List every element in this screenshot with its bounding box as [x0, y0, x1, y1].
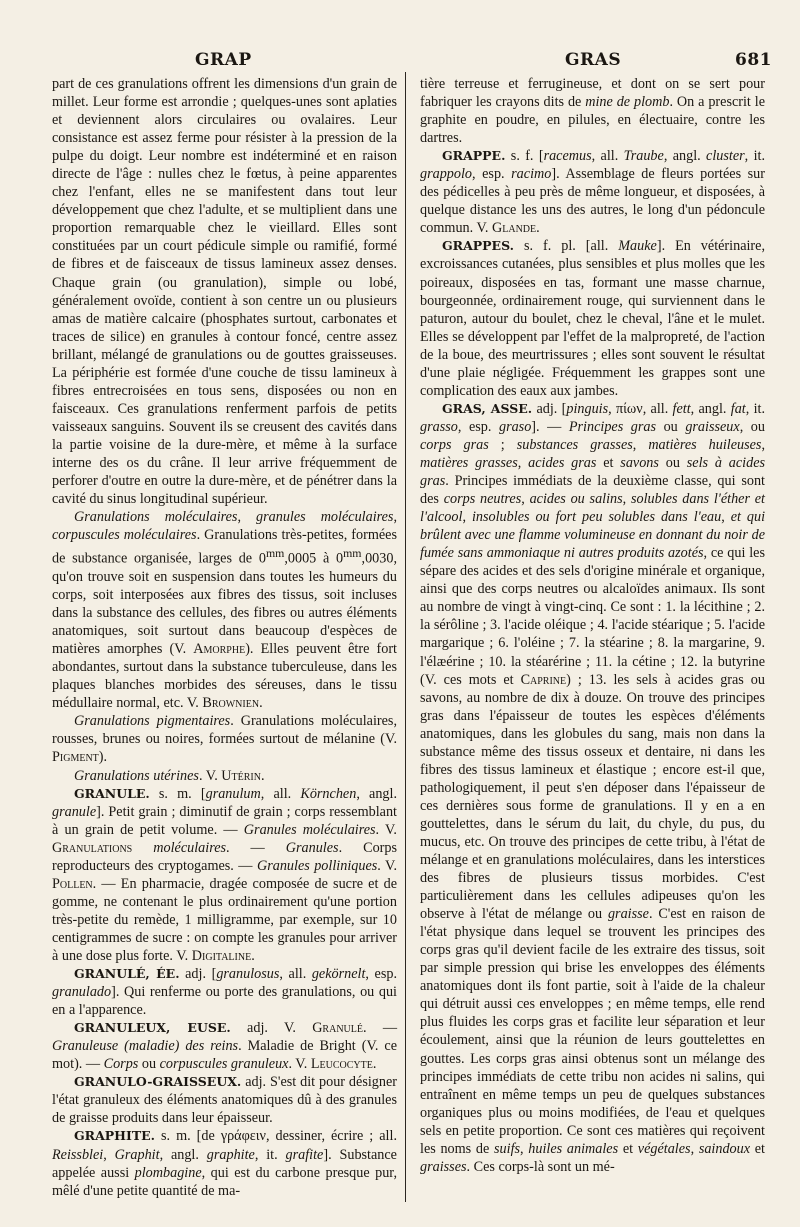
running-head-left: GRAP [195, 50, 252, 70]
entry-paragraph: part de ces granulations offrent les dimensions d'un grain de millet. Leur forme est arrondie ; quelques-unes sont aplaties et deviennent alors circulaires ou ovalaires. Leur consistance est assez ferme pour résister à la pression de la pulpe du doigt. Leur nombre est indéterminé et en raison directe de l'âge : nulles chez le fœtus, à peine apparentes chez l'enfant, elles ne se manifestent dans tout leur développement que chez l'adulte, et se multiplient dans une proportion remarquable chez le vieillard. Elles sont constituées par un court pédicule simple ou ramifié, formé de fibres et de faisceaux de tissus lamineux assez denses. Chaque grain (ou granulation), simple ou lobé, généralement ovoïde, contient à son centre un ou plusieurs amas de matière calcaire (phosphates surtout, carbonates et traces de silice) en granules à contour foncé, centre assez brillant, mélangé de granulations ou de gouttes graisseuses. La périphérie est formée d'une couche de tissu lamineux à fibres entrecroisées en tous sens, disposées ou non en faisceaux. Ces granulations renferment parfois de petits vaisseaux sanguins. Souvent ils se creusent des cavités dans la partie voisine de la dure-mère, et même à la surface interne des os du crâne. Il leur arrive fréquemment de perforer d'outre en outre la dure-mère, et de pénétrer dans la cavité du sinus longitudinal supérieur. [52, 76, 397, 508]
right-column [420, 75, 765, 1176]
entry-paragraph: tière terreuse et ferrugineuse, et dont on se sert pour fabriquer les crayons dits de mine de plomb. On a prescrit le graphite en poudre, en pilules, en électuaire, contre les dartres. [420, 76, 766, 147]
entry-paragraph: GRANULE. s. m. [granulum, all. Körnchen, angl. granule]. Petit grain ; diminutif de grain ; corps ressemblant à un grain de petit volume. — Granules moléculaires. V. Granulations moléculaires. — Granules. Corps reproducteurs des cryptogames. — Granules polliniques. V. Pollen. — En pharmacie, dragée composée de sucre et de gomme, ne contenant le plus ordinairement qu'une portion très-petite du remède, 1 milligramme, par exemple, sur 10 centigrammes de sucre : on compte les granules pour arriver à une dose plus forte. V. Digitaline. [52, 785, 398, 964]
entry-paragraph: Granulations pigmentaires. Granulations moléculaires, rousses, brunes ou noires, formées surtout de mélanine (V. Pigment). [52, 713, 397, 766]
entry-paragraph: GRANULO-GRAISSEUX. adj. S'est dit pour désigner l'état granuleux des éléments anatomiques dû à des granules de graisse produits dans leur épaisseur. [52, 1074, 397, 1127]
entry-paragraph: GRANULEUX, EUSE. adj. V. Granulé. — Granuleuse (maladie) des reins. Maladie de Bright (V. ce mot). — Corps ou corpuscules granuleux. V. Leucocyte. [52, 1020, 398, 1073]
entry-paragraph: Granulations utérines. V. Utérin. [74, 767, 265, 784]
entry-paragraph: GRAPPE. s. f. [racemus, all. Traube, angl. cluster, it. grappolo, esp. racimo]. Assemblage de fleurs portées sur des pédicelles à peu près de même longueur, et disposées, à quelque distance les uns des autres, le long d'un pédoncule commun. V. Glande. [420, 148, 765, 237]
left-column [52, 75, 397, 1200]
entry-paragraph: Granulations moléculaires, granules moléculaires, corpuscules moléculaires. Granulations très-petites, formées de substance organisée, larges de $0^{mm},0005$ à $0^{mm},0030$, qu'on trouve soit en suspension dans toutes les humeurs du corps, soit interposées aux fibres des tissus, soit incluses dans la substance des cellules, des fibres ou autres éléments anatomiques, soit surtout dans beaucoup d'espèces de matières amorphes (V. Amorphe). Elles peuvent être fort abondantes, surtout dans la substance tuberculeuse, dans les plaques blanches morbides des séreuses, dans le tissu médullaire normal, etc. V. Brownien. [52, 509, 398, 712]
entry-paragraph: GRAPHITE. s. m. [de γράφειν, dessiner, écrire ; all. Reissblei, Graphit, angl. graphite, it. grafite]. Substance appelée aussi plombagine, qui est du carbone presque pur, mêlé d'une petite quantité de ma- [52, 1128, 397, 1199]
page-number: 681 [735, 50, 772, 70]
column-divider [405, 72, 406, 1202]
entry-paragraph: GRAS, ASSE. adj. [pinguis, πίων, all. fett, angl. fat, it. grasso, esp. graso]. — Principes gras ou graisseux, ou corps gras ; substances grasses, matières huileuses, matières grasses, acides gras et savons ou sels à acides gras. Principes immédiats de la deuxième classe, qui sont des corps neutres, acides ou salins, solubles dans l'éther et l'alcool, insolubles ou fort peu solubles dans l'eau, et qui brûlent avec une flamme volumineuse en donnant du noir de fumée sans ammoniaque ni autres produits azotés, ce qui les sépare des acides et des sels d'origine minérale et organique, ainsi que des corps neutres ou alcaloïdes animaux. Ils sont au nombre de vingt à vingt-cinq. Ce sont : 1. la lécithine ; 2. la sérôline ; 3. l'acide oléique ; 4. l'acide stéarique ; 5. l'acide margarique ; 6. l'oléine ; 7. la stéarine ; 8. la margarine, 9. l'élæérine ; 10. la stéarérine ; 11. la cétine ; 12. la butyrine (V. ces mots et Caprine) ; 13. les sels à acides gras ou savons, au nombre de dix à douze. On trouve des principes gras dans l'épaisseur de toutes les espèces d'éléments anatomiques, dans les globules du sang, mais non dans la substance même des tissus osseux et dentaire, ni dans les fibres des tissus lamineux et élastique ; encore est-il que, pathologiquement, il peut s'en déposer dans l'épaisseur de ces dernières sous forme de granulations. Il y en a en gouttelettes, dans le sérum du lait, du chyle, du pus, du mucus, etc. On trouve des principes de cette tribu, à l'état de mélange et en granulations moléculaires, dans les interstices des fibres de plusieurs tissus morbides. C'est particulièrement dans les cellules adipeuses qu'on les observe à l'état de mélange ou graisse. C'est en raison de l'état physique dans lequel se trouvent les principes des corps gras qu'il devient facile de les extraire des tissus, soit par simple pression qui brise les enveloppes des éléments anatomiques dont ils font partie, soit à l'aide de la chaleur qui détruit aussi ces enveloppes ; en même temps, elle rend plus fluides les corps gras et facilite leur séparation et leur écoulement, ainsi que la réunion de leurs gouttelettes en gouttes. Les corps gras ainsi obtenus sont un mélange des principes immédiats de cette tribu non acides ni salins, qui entraînent en même temps un peu de quelques substances organiques plus ou moins modifiées, de l'eau et quelques sels en petite proportion. Ce sont ces matières qui reçoivent les noms de suifs, huiles animales et végétales, saindoux et graisses. Ces corps-là sont un mé- [420, 400, 766, 1175]
entry-paragraph: GRANULÉ, ÉE. adj. [granulosus, all. gekörnelt, esp. granulado]. Qui renferme ou porte des granulations, ou qui en a l'apparence. [52, 966, 397, 1019]
entry-paragraph: GRAPPES. s. f. pl. [all. Mauke]. En vétérinaire, excroissances cutanées, plus sensibles et plus molles que les poireaux, disposées en tas, formant une masse charnue, bourgeonnée, ordinairement rouge, qui surviennent dans le paturon, autour du boulet, chez le cheval, l'âne et le mulet. Elles se développent par l'effet de la malpropreté, de l'action de la boue, des meurtrissures ; elles sont souvent le résultat d'une plaie négligée. Fréquemment les grappes sont une complication des eaux aux jambes. [420, 238, 766, 399]
running-head-right: GRAS [565, 50, 622, 70]
